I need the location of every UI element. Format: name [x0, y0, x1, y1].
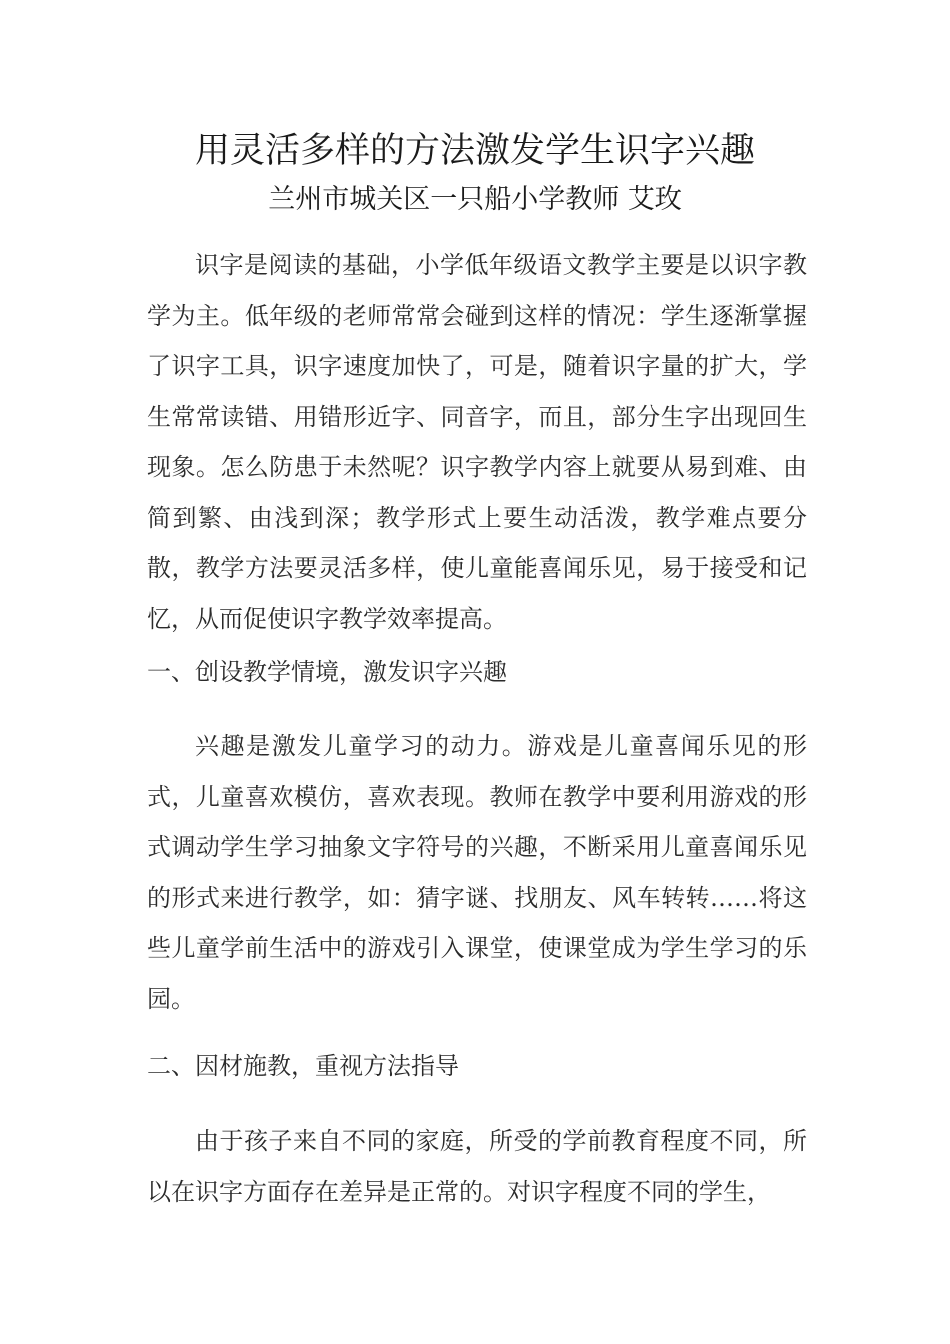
section-heading-1: 一、创设教学情境，激发识字兴趣	[147, 658, 507, 686]
section-1-paragraph: 兴趣是激发儿童学习的动力。游戏是儿童喜闻乐见的形式，儿童喜欢模仿，喜欢表现。教师在教学中要利用游戏的形式调动学生学习抽象文字符号的兴趣，不断采用儿童喜闻乐见的形式来进行教学，如：猜字谜、找朋友、风车转转……将这些儿童学前生活中的游戏引入课堂，使课堂成为学生学习的乐园。	[147, 732, 807, 1013]
intro-paragraph: 识字是阅读的基础，小学低年级语文教学主要是以识字教学为主。低年级的老师常常会碰到这样的情况：学生逐渐掌握了识字工具，识字速度加快了，可是，随着识字量的扩大，学生常常读错、用错形近字、同音字，而且，部分生字出现回生现象。怎么防患于未然呢？识字教学内容上就要从易到难、由简到繁、由浅到深；教学形式上要生动活泼，教学难点要分散，教学方法要灵活多样，使儿童能喜闻乐见，易于接受和记忆，从而促使识字教学效率提高。	[147, 251, 807, 633]
section-heading-2: 二、因材施教，重视方法指导	[147, 1052, 459, 1080]
section-2-paragraph: 由于孩子来自不同的家庭，所受的学前教育程度不同，所以在识字方面存在差异是正常的。对识字程度不同的学生，	[147, 1127, 807, 1206]
document-title: 用灵活多样的方法激发学生识字兴趣	[194, 131, 755, 171]
author-line: 兰州市城关区一只船小学教师 艾玫	[268, 184, 682, 215]
